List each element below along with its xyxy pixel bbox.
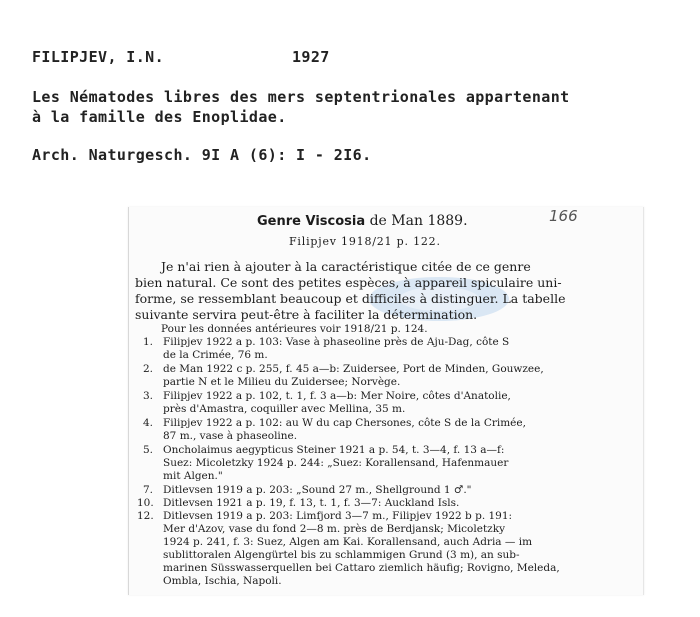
list-item-number: 12. xyxy=(137,510,154,522)
list-item-number: 2. xyxy=(142,363,153,375)
para-line-2: bien natural. Ce sont des petites espèces, à appareil spiculaire uni- xyxy=(135,275,562,290)
card-title-line-1: Les Nématodes libres des mers septentrionales appartenant xyxy=(32,88,570,106)
list-item-number: 5. xyxy=(142,444,153,456)
list-item-text: Oncholaimus aegypticus Steiner 1921 a p. 54, t. 3—4, f. 13 a—f: Suez: Micoletzky 1924 p. 244: „Suez: Korallensand, Hafenmauer mit Algen." xyxy=(163,444,509,482)
list-item-number: 4. xyxy=(142,417,153,429)
para-line-3: forme, se ressemblant beaucoup et difficiles à distinguer. La tabelle xyxy=(135,291,566,306)
genre-subtitle: Filipjev 1918/21 p. 122. xyxy=(289,235,441,248)
list-item-number: 7. xyxy=(142,484,153,496)
list-item-text: Ditlevsen 1919 a p. 203: „Sound 27 m., Shellground 1 ♂." xyxy=(163,484,472,496)
list-item-text: Ditlevsen 1921 a p. 19, f. 13, t. 1, f. 3—7: Auckland Isls. xyxy=(163,497,460,509)
list-item-number: 1. xyxy=(142,336,153,348)
para-line-1: Je n'ai rien à ajouter à la caractéristique citée de ce genre xyxy=(161,259,531,274)
card-author: FILIPJEV, I.N. xyxy=(32,48,165,66)
handwritten-page-number: 166 xyxy=(549,207,578,225)
printed-clipping xyxy=(128,207,644,595)
genre-authority: de Man 1889. xyxy=(369,213,468,229)
card-year: 1927 xyxy=(292,48,330,66)
list-item-text: Filipjev 1922 a p. 102: au W du cap Chersones, côte S de la Crimée, 87 m., vase à phaseoline. xyxy=(163,417,526,442)
para-line-4: suivante servira peut-être à faciliter la détermination. xyxy=(135,307,478,322)
genre-heading xyxy=(257,213,468,229)
list-item-text: Ditlevsen 1919 a p. 203: Limfjord 3—7 m., Filipjev 1922 b p. 191: Mer d'Azov, vase du fond 2—8 m. près de Berdjansk; Micoletzky 1924 p. 241, f. 3: Suez, Algen am Kai. Korallensand, auch Adria — im sublittoralen Algengürtel bis zu schlammigen Grund (3 m), an sub- marinen Süsswasserquellen bei Cattaro ziemlich häufig; Rovigno, Meleda, Ombla, Ischia, Napoli. xyxy=(163,510,560,587)
list-item-number: 10. xyxy=(137,497,154,509)
genre-label: Genre Viscosia xyxy=(257,214,366,229)
list-item-text: Filipjev 1922 a p. 103: Vase à phaseoline près de Aju-Dag, côte S de la Crimée, 76 m. xyxy=(163,336,510,361)
list-item-text: Filipjev 1922 a p. 102, t. 1, f. 3 a—b: Mer Noire, côtes d'Anatolie, près d'Amastra, coquiller avec Mellina, 35 m. xyxy=(163,390,511,415)
card-citation: Arch. Naturgesch. 9I A (6): I - 2I6. xyxy=(32,146,372,164)
data-note: Pour les données antérieures voir 1918/21 p. 124. xyxy=(161,323,428,335)
card-title-line-2: à la famille des Enoplidae. xyxy=(32,108,287,126)
list-item-text: de Man 1922 c p. 255, f. 45 a—b: Zuidersee, Port de Minden, Gouwzee, partie N et le Milieu du Zuidersee; Norvège. xyxy=(163,363,544,388)
list-item-number: 3. xyxy=(142,390,153,402)
